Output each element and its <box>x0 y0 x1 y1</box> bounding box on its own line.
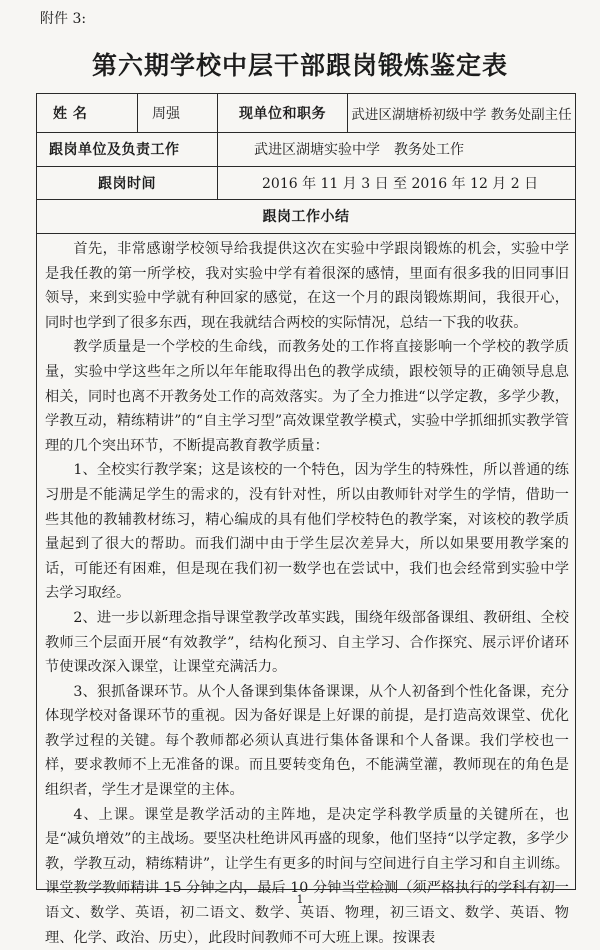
time-value: 2016 年 11 月 3 日 至 2016 年 12 月 2 日 <box>217 166 575 199</box>
unit-label: 现单位和职务 <box>217 94 347 132</box>
form-row-name-unit <box>37 94 575 133</box>
form-row-post <box>37 132 575 167</box>
form-row-summary-heading <box>37 199 575 234</box>
unit-value: 武进区湖塘桥初级中学 教务处副主任 <box>347 94 575 132</box>
appraisal-form <box>36 93 576 946</box>
summary-heading: 跟岗工作小结 <box>262 209 350 225</box>
form-title: 第六期学校中层干部跟岗锻炼鉴定表 <box>91 51 508 80</box>
form-row-time <box>37 166 575 200</box>
post-value: 武进区湖塘实验中学 教务处工作 <box>217 132 575 166</box>
summary-body <box>45 237 569 950</box>
time-label: 跟岗时间 <box>98 175 156 192</box>
summary-paragraph: 首先，非常感谢学校领导给我提供这次在实验中学跟岗锻炼的机会，实验中学是我任教的第一所学校，我对实验中学有着很深的感情，里面有很多我的旧同事旧领导，来到实验中学就有种回家的感觉，在这一个月的跟岗锻炼期间，我很开心，同时也学到了很多东西，现在我就结合两校的实际情况，总结一下我的收获。 <box>45 241 569 331</box>
summary-paragraph: 1、全校实行教学案；这是该校的一个特色，因为学生的特殊性，所以普通的练习册是不能满足学生的需求的，没有针对性，所以由教师针对学生的学情，借助一些其他的教辅教材练习，精心编成的具有他们学校特色的教学案，对该校的教学质量起到了很大的帮助。而我们湖中由于学生层次差异大，所以如果要用教学案的话，可能还有困难，但是现在我们初一数学也在尝试中，我们也会经常到实验中学去学习取经。 <box>45 462 569 602</box>
summary-paragraph: 3、狠抓备课环节。从个人备课到集体备课课，从个人初备到个性化备课，充分体现学校对备课环节的重视。因为备好课是上好课的前提，是打造高效课堂、优化教学过程的关键。每个教师都必须认真进行集体备课和个人备课。我们学校也一样，要求教师不上无准备的课。而且要转变角色，不能满堂灌，教师现在的角色是组织者，学生才是课堂的主体。 <box>45 683 569 799</box>
name-label: 姓 名 <box>53 106 88 122</box>
name-value: 周强 <box>137 94 217 132</box>
annex-label: 附件 3: <box>40 11 87 27</box>
summary-paragraph: 4、上课。课堂是教学活动的主阵地，是决定学科教学质量的关键所在，也是“减负增效”的主战场。要坚决杜绝讲风再盛的现象，他们坚持“以学定教，多学少教，学教互动，精练精讲”，让学生有更多的时间与空间进行自主学习和自主训练。课堂教学教师精讲 15 分钟之内，最后 10 分钟当堂检测（须严格执行的学科有初一语文、数学、英语，初二语文、数学、英语、物理，初三语文、数学、英语、物理、化学、政治、历史），此段时间教师不可大班上课。按课表 <box>45 806 569 946</box>
summary-paragraph: 2、进一步以新理念指导课堂教学改革实践，围绕年级部备课组、教研组、全校教师三个层面开展“有效教学”，结构化预习、自主学习、合作探究、展示评价诸环节使课改深入课堂，让课堂充满活力。 <box>45 609 569 676</box>
summary-paragraph: 教学质量是一个学校的生命线，而教务处的工作将直接影响一个学校的教学质量，实验中学这些年之所以年年能取得出色的教学成绩，跟校领导的正确领导息息相关，同时也离不开教务处工作的高效落实。为了全力推进“以学定教，多学少教，学教互动，精练精讲”的“自主学习型”高效课堂教学模式，实验中学抓细抓实教学管理的几个突出环节，不断提高教育教学质量： <box>45 339 569 454</box>
page-number: 1 <box>296 893 304 906</box>
post-label: 跟岗单位及负责工作 <box>49 142 180 158</box>
